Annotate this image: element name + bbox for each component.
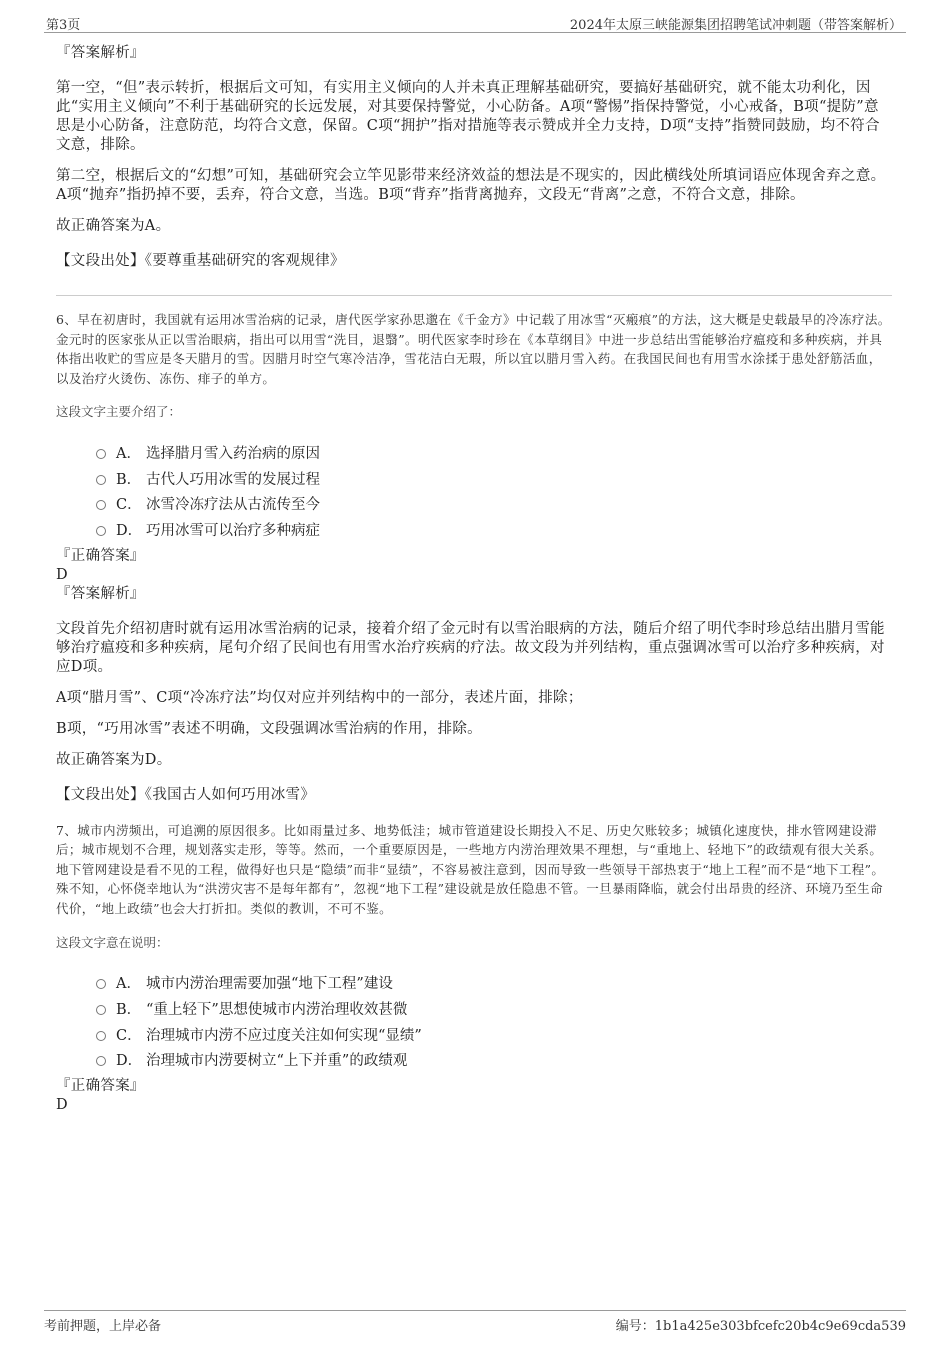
prev-analysis-conclusion: 故正确答案为A。 xyxy=(56,218,171,234)
option-text: 治理城市内涝不应过度关注如何实现“显绩” xyxy=(146,1027,422,1044)
option-text: 治理城市内涝要树立“上下并重”的政绩观 xyxy=(146,1053,408,1070)
q7-option-d[interactable] xyxy=(96,1047,892,1073)
option-key: D． xyxy=(116,523,143,540)
document-title: 2024年太原三峡能源集团招聘笔试冲刺题（带答案解析） xyxy=(569,18,902,33)
option-text: 选择腊月雪入药治病的原因 xyxy=(146,445,320,462)
q7-option-c[interactable] xyxy=(96,1021,892,1047)
option-text: 冰雪冷冻疗法从古流传至今 xyxy=(146,497,320,514)
page-number: 第3页 xyxy=(46,18,81,33)
option-key: B． xyxy=(116,471,142,488)
q7-option-a[interactable] xyxy=(96,970,892,996)
q6-analysis-label: 『答案解析』 xyxy=(56,585,145,602)
q6-options xyxy=(96,439,892,542)
footer-serial: 编号：1b1a425e303bfcefc20b4c9e69cda539 xyxy=(615,1319,906,1334)
q6-analysis-conclusion: 故正确答案为D。 xyxy=(56,751,172,768)
q6-passage: 6、早在初唐时，我国就有运用冰雪治病的记录，唐代医学家孙思邈在《千金方》中记载了用冰雪“灭瘢痕”的方法，这大概是史载最早的冷冻疗法。金元时的医家张从正以雪治眼病，指出可以用雪“洗目，退翳”。明代医家李时珍在《本草纲目》中进一步总结出雪能够治疗瘟疫和多种疾病，并具体指出收贮的雪应是冬天腊月的雪。因腊月时空气寒冷洁净，雪花洁白无瑕，所以宜以腊月雪入药。在我国民间也有用雪水涂揉于患处舒筋活血，以及治疗火烫伤、冻伤、痱子的单方。 xyxy=(56,312,891,386)
q6-option-c[interactable] xyxy=(96,491,892,517)
radio-icon[interactable] xyxy=(96,475,106,485)
option-key: D． xyxy=(116,1053,143,1070)
page-header xyxy=(44,12,906,33)
q7-prompt: 这段文字意在说明： xyxy=(56,934,169,950)
q6-answer: D xyxy=(56,566,68,583)
q6-option-b[interactable] xyxy=(96,465,892,491)
option-key: B． xyxy=(116,1001,142,1018)
q6-analysis-paragraph-3: B项，“巧用冰雪”表述不明确，文段强调冰雪治病的作用，排除。 xyxy=(56,720,482,737)
footer-slogan: 考前押题，上岸必备 xyxy=(44,1319,162,1334)
radio-icon[interactable] xyxy=(96,979,106,989)
prev-analysis-paragraph-2: 第二空，根据后文的“幻想”可知，基础研究会立竿见影带来经济效益的想法是不现实的，因此横线处所填词语应体现舍弃之意。A项“抛弃”指扔掉不要，丢弃，符合文意，当选。B项“背弃”指背离抛弃，文段无“背离”之意，不符合文意，排除。 xyxy=(56,168,886,203)
q7-answer: D xyxy=(56,1096,68,1113)
radio-icon[interactable] xyxy=(96,526,106,536)
radio-icon[interactable] xyxy=(96,500,106,510)
q6-answer-label: 『正确答案』 xyxy=(56,547,145,564)
q7-passage: 7、城市内涝频出，可追溯的原因很多。比如雨量过多、地势低洼；城市管道建设长期投入不足、历史欠账较多；城镇化速度快，排水管网建设滞后；城市规划不合理，规划落实走形，等等。然而，一个重要原因是，一些地方内涝治理效果不理想，与“重地上、轻地下”的政绩观有很大关系。地下管网建设是看不见的工程，做得好也只是“隐绩”而非“显绩”，不容易被注意到，因而导致一些领导干部热衷于“地上工程”而不是“地下工程”。殊不知，心怀侥幸地认为“洪涝灾害不是每年都有”，忽视“地下工程”建设就是放任隐患不管。一旦暴雨降临，就会付出昂贵的经济、环境乃至生命代价，“地上政绩”也会大打折扣。类似的教训，不可不鉴。 xyxy=(56,822,885,916)
q6-option-a[interactable] xyxy=(96,439,892,465)
prev-source: 【文段出处】《要尊重基础研究的客观规律》 xyxy=(56,253,345,269)
q6-source: 【文段出处】《我国古人如何巧用冰雪》 xyxy=(56,786,316,803)
prev-analysis-paragraph-1: 第一空，“但”表示转折，根据后文可知，有实用主义倾向的人并未真正理解基础研究，要搞好基础研究，就不能太功利化，因此“实用主义倾向”不利于基础研究的长远发展，对其要保持警觉，小心防备。A项“警惕”指保持警觉，小心戒备，B项“提防”意思是小心防备，注意防范，均符合文意，保留。C项“拥护”指对措施等表示赞成并全力支持，D项“支持”指赞同鼓励，均不符合文意，排除。 xyxy=(56,80,880,153)
q6-option-d[interactable] xyxy=(96,517,892,543)
section-divider xyxy=(56,295,892,296)
radio-icon[interactable] xyxy=(96,449,106,459)
option-text: 城市内涝治理需要加强“地下工程”建设 xyxy=(146,975,393,992)
q6-analysis-paragraph-1: 文段首先介绍初唐时就有运用冰雪治病的记录，接着介绍了金元时有以雪治眼病的方法，随后介绍了明代李时珍总结出腊月雪能够治疗瘟疫和多种疾病，尾句介绍了民间也有用雪水治疗疾病的疗法。故文段为并列结构，重点强调冰雪可以治疗多种疾病，对应D项。 xyxy=(56,620,885,675)
q7-options xyxy=(96,970,892,1073)
page-footer xyxy=(44,1310,906,1333)
prev-analysis-label: 『答案解析』 xyxy=(56,45,145,61)
radio-icon[interactable] xyxy=(96,1031,106,1041)
q7-option-b[interactable] xyxy=(96,995,892,1021)
radio-icon[interactable] xyxy=(96,1056,106,1066)
option-key: A． xyxy=(116,975,141,992)
q6-prompt: 这段文字主要介绍了： xyxy=(56,404,182,420)
option-key: C． xyxy=(116,1027,142,1044)
option-text: “重上轻下”思想使城市内涝治理收效甚微 xyxy=(146,1001,408,1018)
option-key: C． xyxy=(116,497,142,514)
option-text: 巧用冰雪可以治疗多种病症 xyxy=(146,523,320,540)
page-content xyxy=(56,44,892,1115)
q7-answer-label: 『正确答案』 xyxy=(56,1077,145,1094)
q6-analysis-paragraph-2: A项“腊月雪”、C项“冷冻疗法”均仅对应并列结构中的一部分，表述片面，排除； xyxy=(56,689,583,706)
option-key: A． xyxy=(116,445,141,462)
option-text: 古代人巧用冰雪的发展过程 xyxy=(146,471,320,488)
radio-icon[interactable] xyxy=(96,1005,106,1015)
